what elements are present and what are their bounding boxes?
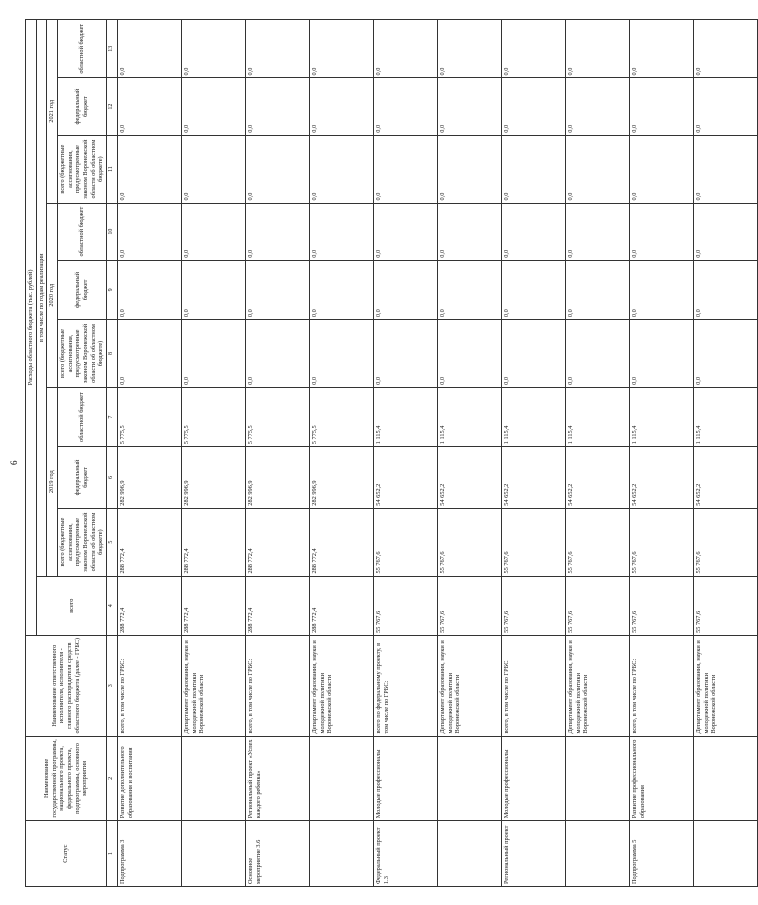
status-cell: Основное мероприятие 3.6 bbox=[246, 821, 310, 887]
value-cell: 0,0 bbox=[502, 78, 566, 135]
value-cell: 54 652,2 bbox=[694, 447, 758, 508]
status-cell: Подпрограмма 5 bbox=[630, 821, 694, 887]
value-cell: 282 996,9 bbox=[310, 447, 374, 508]
value-cell: 0,0 bbox=[374, 203, 438, 260]
header-2020-all: всего (бюджетные ассигнования, предусмотренные законом Воронежской области об областном бюджете) bbox=[58, 320, 107, 388]
value-cell: 55 767,6 bbox=[630, 508, 694, 576]
value-cell: 282 996,9 bbox=[246, 447, 310, 508]
value-cell: 0,0 bbox=[310, 320, 374, 388]
column-number: 9 bbox=[107, 260, 118, 319]
value-cell: 0,0 bbox=[246, 20, 310, 79]
header-executor: Наименование ответственного исполнителя, исполнителя - главного распорядителя средств областного бюджета (далее - ГРБС) bbox=[26, 635, 107, 736]
name-cell bbox=[310, 736, 374, 821]
header-2021-all: всего (бюджетные ассигнования, предусмотренные законом Воронежской области об областном бюджете) bbox=[58, 135, 107, 203]
status-cell bbox=[694, 821, 758, 887]
value-cell: 5 775,5 bbox=[182, 387, 246, 446]
column-number: 4 bbox=[107, 576, 118, 635]
table-row bbox=[566, 20, 630, 887]
executor-cell: всего, в том числе по ГРБС: bbox=[630, 635, 694, 736]
header-2020-regional: областной бюджет bbox=[58, 203, 107, 260]
header-year-2021: 2021 год bbox=[47, 20, 58, 204]
name-cell: Молодые профессионалы bbox=[374, 736, 438, 821]
value-cell: 54 652,2 bbox=[566, 447, 630, 508]
executor-cell: всего, в том числе по ГРБС: bbox=[246, 635, 310, 736]
table-row bbox=[694, 20, 758, 887]
budget-table bbox=[25, 19, 758, 887]
value-cell: 288 772,4 bbox=[182, 508, 246, 576]
value-cell: 55 767,6 bbox=[502, 508, 566, 576]
column-number: 10 bbox=[107, 203, 118, 260]
table-row bbox=[246, 20, 310, 887]
executor-cell: всего по федеральному проекту, в том числе по ГРБС: bbox=[374, 635, 438, 736]
value-cell: 0,0 bbox=[182, 260, 246, 319]
value-cell: 0,0 bbox=[502, 20, 566, 79]
value-cell: 0,0 bbox=[630, 260, 694, 319]
value-cell: 288 772,4 bbox=[182, 576, 246, 635]
value-cell: 1 115,4 bbox=[374, 387, 438, 446]
value-cell: 0,0 bbox=[630, 20, 694, 79]
value-cell: 55 767,6 bbox=[374, 576, 438, 635]
name-cell: Молодые профессионалы bbox=[502, 736, 566, 821]
value-cell: 0,0 bbox=[502, 320, 566, 388]
column-number: 2 bbox=[107, 736, 118, 821]
value-cell: 0,0 bbox=[566, 203, 630, 260]
column-number-row bbox=[107, 20, 118, 887]
value-cell: 288 772,4 bbox=[310, 508, 374, 576]
value-cell: 1 115,4 bbox=[438, 387, 502, 446]
value-cell: 0,0 bbox=[246, 260, 310, 319]
value-cell: 0,0 bbox=[438, 78, 502, 135]
value-cell: 0,0 bbox=[694, 135, 758, 203]
value-cell: 0,0 bbox=[566, 260, 630, 319]
name-cell: Развитие профессионального образования bbox=[630, 736, 694, 821]
executor-cell: Департамент образования, науки и молодежной политики Воронежской области bbox=[566, 635, 630, 736]
executor-cell: Департамент образования, науки и молодежной политики Воронежской области bbox=[310, 635, 374, 736]
value-cell: 0,0 bbox=[246, 203, 310, 260]
value-cell: 0,0 bbox=[694, 260, 758, 319]
table-row bbox=[374, 20, 438, 887]
value-cell: 0,0 bbox=[438, 203, 502, 260]
value-cell: 0,0 bbox=[438, 20, 502, 79]
value-cell: 0,0 bbox=[182, 135, 246, 203]
value-cell: 0,0 bbox=[310, 260, 374, 319]
value-cell: 0,0 bbox=[118, 260, 182, 319]
name-cell: Развитие дополнительного образования и воспитания bbox=[118, 736, 182, 821]
value-cell: 0,0 bbox=[694, 320, 758, 388]
value-cell: 55 767,6 bbox=[694, 508, 758, 576]
table-row bbox=[502, 20, 566, 887]
value-cell: 55 767,6 bbox=[438, 576, 502, 635]
value-cell: 0,0 bbox=[438, 135, 502, 203]
value-cell: 1 115,4 bbox=[630, 387, 694, 446]
value-cell: 0,0 bbox=[566, 78, 630, 135]
header-2020-federal: федеральный бюджет bbox=[58, 260, 107, 319]
value-cell: 0,0 bbox=[310, 20, 374, 79]
value-cell: 288 772,4 bbox=[118, 508, 182, 576]
value-cell: 55 767,6 bbox=[630, 576, 694, 635]
value-cell: 55 767,6 bbox=[502, 576, 566, 635]
value-cell: 54 652,2 bbox=[374, 447, 438, 508]
value-cell: 0,0 bbox=[246, 135, 310, 203]
header-expenses: Расходы областного бюджета (тыс. рублей) bbox=[26, 20, 37, 636]
table-row bbox=[182, 20, 246, 887]
status-cell: Подпрограмма 3 bbox=[118, 821, 182, 887]
value-cell: 0,0 bbox=[566, 20, 630, 79]
value-cell: 0,0 bbox=[182, 203, 246, 260]
status-cell: Федеральный проект 1.3 bbox=[374, 821, 438, 887]
value-cell: 55 767,6 bbox=[374, 508, 438, 576]
executor-cell: всего, в том числе по ГРБС: bbox=[118, 635, 182, 736]
value-cell: 1 115,4 bbox=[502, 387, 566, 446]
table-row bbox=[118, 20, 182, 887]
header-by-years: в том числе по годам реализации bbox=[36, 20, 47, 577]
value-cell: 1 115,4 bbox=[694, 387, 758, 446]
value-cell: 288 772,4 bbox=[310, 576, 374, 635]
value-cell: 0,0 bbox=[694, 203, 758, 260]
value-cell: 54 652,2 bbox=[630, 447, 694, 508]
column-number: 13 bbox=[107, 20, 118, 79]
value-cell: 0,0 bbox=[694, 78, 758, 135]
column-number: 11 bbox=[107, 135, 118, 203]
value-cell: 55 767,6 bbox=[438, 508, 502, 576]
name-cell bbox=[438, 736, 502, 821]
status-cell bbox=[182, 821, 246, 887]
value-cell: 0,0 bbox=[118, 135, 182, 203]
name-cell bbox=[566, 736, 630, 821]
status-cell bbox=[566, 821, 630, 887]
value-cell: 0,0 bbox=[374, 20, 438, 79]
value-cell: 0,0 bbox=[374, 260, 438, 319]
value-cell: 55 767,6 bbox=[566, 576, 630, 635]
value-cell: 0,0 bbox=[438, 260, 502, 319]
column-number: 3 bbox=[107, 635, 118, 736]
value-cell: 5 775,5 bbox=[310, 387, 374, 446]
header-year-2020: 2020 год bbox=[47, 203, 58, 387]
header-2019-all: всего (бюджетные ассигнования, предусмотренные законом Воронежской области об областном бюджете) bbox=[58, 508, 107, 576]
table-row bbox=[630, 20, 694, 887]
value-cell: 0,0 bbox=[630, 203, 694, 260]
value-cell: 288 772,4 bbox=[246, 576, 310, 635]
value-cell: 0,0 bbox=[118, 20, 182, 79]
name-cell bbox=[694, 736, 758, 821]
value-cell: 0,0 bbox=[310, 78, 374, 135]
header-total: всего bbox=[36, 576, 106, 635]
column-number: 5 bbox=[107, 508, 118, 576]
value-cell: 0,0 bbox=[566, 320, 630, 388]
value-cell: 0,0 bbox=[438, 320, 502, 388]
header-name: Наименование государственной программы, национального проекта, федерального проекта, подпрограммы, основного мероприятия bbox=[26, 736, 107, 821]
table-row bbox=[438, 20, 502, 887]
name-cell: Региональный проект «Успех каждого ребенка» bbox=[246, 736, 310, 821]
value-cell: 0,0 bbox=[502, 203, 566, 260]
value-cell: 282 996,9 bbox=[118, 447, 182, 508]
column-number: 7 bbox=[107, 387, 118, 446]
column-number: 12 bbox=[107, 78, 118, 135]
value-cell: 0,0 bbox=[118, 203, 182, 260]
executor-cell: всего, в том числе по ГРБС bbox=[502, 635, 566, 736]
value-cell: 55 767,6 bbox=[694, 576, 758, 635]
executor-cell: Департамент образования, науки и молодежной политики Воронежской области bbox=[694, 635, 758, 736]
value-cell: 0,0 bbox=[630, 78, 694, 135]
column-number: 6 bbox=[107, 447, 118, 508]
value-cell: 0,0 bbox=[374, 135, 438, 203]
value-cell: 0,0 bbox=[182, 78, 246, 135]
status-cell: Региональный проект bbox=[502, 821, 566, 887]
header-2019-federal: федеральный бюджет bbox=[58, 447, 107, 508]
value-cell: 0,0 bbox=[182, 320, 246, 388]
value-cell: 288 772,4 bbox=[118, 576, 182, 635]
value-cell: 55 767,6 bbox=[566, 508, 630, 576]
value-cell: 0,0 bbox=[310, 135, 374, 203]
name-cell bbox=[182, 736, 246, 821]
value-cell: 0,0 bbox=[246, 78, 310, 135]
value-cell: 0,0 bbox=[118, 78, 182, 135]
header-year-2019: 2019 год bbox=[47, 387, 58, 576]
value-cell: 282 996,9 bbox=[182, 447, 246, 508]
value-cell: 0,0 bbox=[566, 135, 630, 203]
value-cell: 0,0 bbox=[502, 260, 566, 319]
value-cell: 0,0 bbox=[182, 20, 246, 79]
value-cell: 0,0 bbox=[374, 78, 438, 135]
value-cell: 5 775,5 bbox=[246, 387, 310, 446]
value-cell: 0,0 bbox=[310, 203, 374, 260]
value-cell: 1 115,4 bbox=[566, 387, 630, 446]
value-cell: 0,0 bbox=[374, 320, 438, 388]
value-cell: 0,0 bbox=[118, 320, 182, 388]
executor-cell: Департамент образования, науки и молодежной политики Воронежской области bbox=[438, 635, 502, 736]
status-cell bbox=[310, 821, 374, 887]
header-2019-regional: областной бюджет bbox=[58, 387, 107, 446]
table-row bbox=[310, 20, 374, 887]
value-cell: 54 652,2 bbox=[502, 447, 566, 508]
header-status: Статус bbox=[26, 821, 107, 887]
value-cell: 0,0 bbox=[630, 320, 694, 388]
header-2021-federal: федеральный бюджет bbox=[58, 78, 107, 135]
value-cell: 0,0 bbox=[246, 320, 310, 388]
value-cell: 0,0 bbox=[502, 135, 566, 203]
value-cell: 0,0 bbox=[694, 20, 758, 79]
value-cell: 5 775,5 bbox=[118, 387, 182, 446]
value-cell: 288 772,4 bbox=[246, 508, 310, 576]
page-number: 6 bbox=[9, 460, 19, 465]
value-cell: 54 652,2 bbox=[438, 447, 502, 508]
executor-cell: Департамент образования, науки и молодежной политики Воронежской области bbox=[182, 635, 246, 736]
value-cell: 0,0 bbox=[630, 135, 694, 203]
header-2021-regional: областной бюджет bbox=[58, 20, 107, 79]
column-number: 1 bbox=[107, 821, 118, 887]
column-number: 8 bbox=[107, 320, 118, 388]
status-cell bbox=[438, 821, 502, 887]
